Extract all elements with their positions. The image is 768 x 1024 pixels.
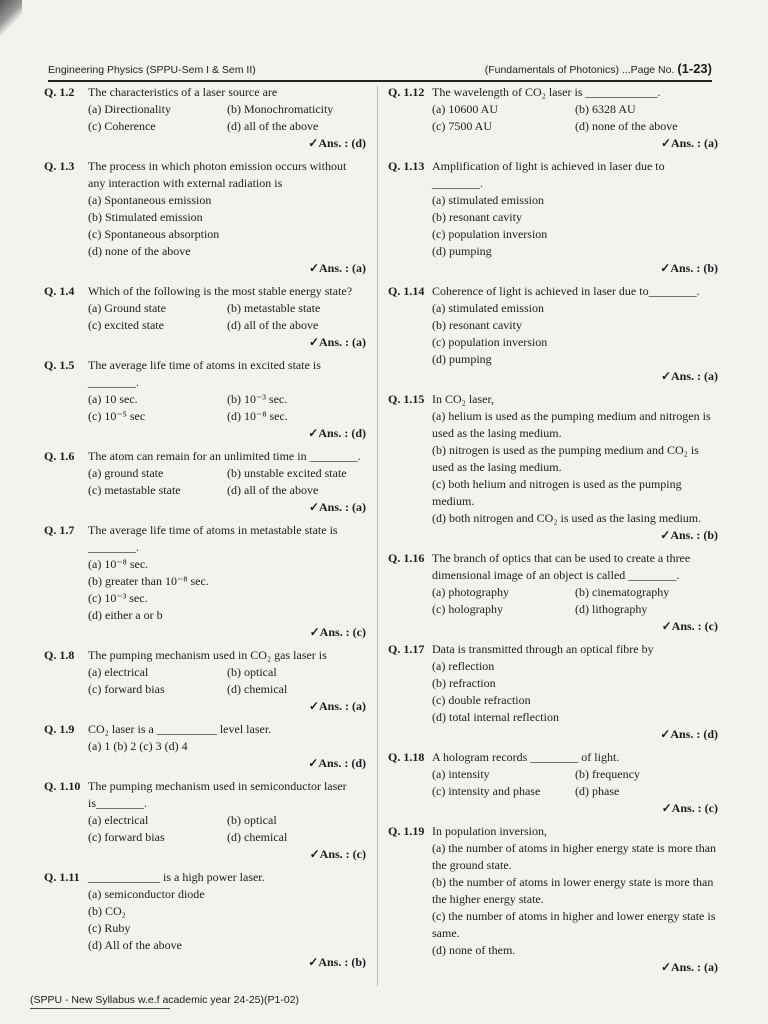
question-stem xyxy=(44,158,366,192)
question-block xyxy=(44,357,366,442)
question-block xyxy=(44,869,366,971)
options-row xyxy=(432,601,718,618)
question-text: CO₂ laser is a __________ level laser. xyxy=(88,722,272,736)
options-list xyxy=(388,408,718,527)
chapter-page-label xyxy=(485,61,712,76)
option-text: (a) Ground state xyxy=(88,301,166,315)
option-text: (d) total internal reflection xyxy=(432,710,559,724)
question-stem xyxy=(44,778,366,812)
option-text: (c) excited state xyxy=(88,318,164,332)
column-divider xyxy=(377,86,378,986)
option-text: (b) the number of atoms in lower energy state is more than the higher energy state. xyxy=(432,875,714,906)
options-row xyxy=(432,584,718,601)
question-block xyxy=(388,749,718,817)
footer-rule xyxy=(30,1008,170,1009)
options-list xyxy=(388,658,718,726)
page-footer: (SPPU - New Syllabus w.e.f academic year 24-25)(P1-02) xyxy=(30,994,300,1006)
answer-label: ✓Ans. : (b) xyxy=(308,955,366,969)
option-text: (c) 10⁻⁵ sec xyxy=(88,409,146,423)
options-list xyxy=(44,391,366,425)
option-text: (d) all of the above xyxy=(227,318,319,332)
question-stem xyxy=(388,84,718,101)
question-text: The average life time of atoms in excited state is ________. xyxy=(88,358,321,389)
option-text: (c) population inversion xyxy=(432,335,548,349)
option-text: (d) all of the above xyxy=(227,119,319,133)
question-number: Q. 1.9 xyxy=(44,722,75,736)
question-text: The wavelength of CO₂ laser is ____________. xyxy=(432,85,661,99)
answer-label: ✓Ans. : (b) xyxy=(660,261,718,275)
options-row xyxy=(88,317,366,334)
question-block xyxy=(388,550,718,635)
options-row xyxy=(88,681,366,698)
question-number: Q. 1.2 xyxy=(44,85,75,99)
question-number: Q. 1.8 xyxy=(44,648,75,662)
options-row xyxy=(432,783,718,800)
answer-label: ✓Ans. : (a) xyxy=(308,500,366,514)
option-text: (b) CO₂ xyxy=(88,904,126,918)
right-column xyxy=(388,84,718,982)
question-text: Amplification of light is achieved in laser due to ________. xyxy=(432,159,665,190)
question-stem xyxy=(44,522,366,556)
option-text: (c) Spontaneous absorption xyxy=(88,227,220,241)
options-list xyxy=(44,101,366,135)
options-row xyxy=(88,812,366,829)
question-text: Which of the following is the most stable energy state? xyxy=(88,284,353,298)
question-number: Q. 1.11 xyxy=(44,870,80,884)
page-header xyxy=(48,58,712,82)
option-text: (b) 10⁻³ sec. xyxy=(227,392,288,406)
option-text: (c) forward bias xyxy=(88,682,165,696)
option-text: (d) chemical xyxy=(227,830,288,844)
options-list xyxy=(388,584,718,618)
option-text: (b) optical xyxy=(227,665,277,679)
options-list xyxy=(44,556,366,624)
option-text: (d) pumping xyxy=(432,244,492,258)
options-row xyxy=(88,391,366,408)
options-list xyxy=(44,192,366,260)
question-stem xyxy=(44,448,366,465)
question-number: Q. 1.10 xyxy=(44,779,81,793)
question-stem xyxy=(388,641,718,658)
question-block xyxy=(388,391,718,544)
question-number: Q. 1.16 xyxy=(388,551,425,565)
option-text: (c) metastable state xyxy=(88,483,181,497)
option-text: (d) none of the above xyxy=(575,119,678,133)
question-stem xyxy=(44,721,366,738)
question-text: The process in which photon emission occurs without any interaction with external radiation is xyxy=(88,159,347,190)
answer-label: ✓Ans. : (d) xyxy=(660,727,718,741)
option-text: (d) none of them. xyxy=(432,943,516,957)
option-text: (d) pumping xyxy=(432,352,492,366)
question-block xyxy=(44,778,366,863)
option-text: (b) Stimulated emission xyxy=(88,210,203,224)
question-number: Q. 1.5 xyxy=(44,358,75,372)
options-list xyxy=(44,886,366,954)
question-block xyxy=(388,283,718,385)
options-row xyxy=(88,118,366,135)
options-row xyxy=(88,408,366,425)
answer-label: ✓Ans. : (c) xyxy=(309,847,366,861)
answer-label: ✓Ans. : (a) xyxy=(660,136,718,150)
question-number: Q. 1.18 xyxy=(388,750,425,764)
question-block xyxy=(388,641,718,743)
question-stem xyxy=(44,869,366,886)
question-text: The characteristics of a laser source are xyxy=(88,85,278,99)
options-row xyxy=(432,101,718,118)
page-number: (1-23) xyxy=(677,61,712,76)
option-text: (a) helium is used as the pumping medium and nitrogen is used as the lasing medium. xyxy=(432,409,711,440)
left-column xyxy=(44,84,366,977)
options-row xyxy=(88,465,366,482)
options-list xyxy=(388,300,718,368)
options-row xyxy=(88,300,366,317)
options-row xyxy=(88,664,366,681)
question-block xyxy=(44,721,366,772)
option-text: (c) Coherence xyxy=(88,119,156,133)
chapter-name: (Fundamentals of Photonics) ...Page No. xyxy=(484,64,675,76)
answer-label: ✓Ans. : (c) xyxy=(309,625,366,639)
answer-label: ✓Ans. : (a) xyxy=(660,369,718,383)
option-text: (d) phase xyxy=(575,784,620,798)
page-corner-shadow xyxy=(0,0,22,40)
option-text: (c) 10⁻³ sec. xyxy=(88,591,148,605)
question-stem xyxy=(44,283,366,300)
options-row xyxy=(88,829,366,846)
question-stem xyxy=(388,158,718,192)
options-list xyxy=(388,766,718,800)
option-text: (c) double refraction xyxy=(432,693,531,707)
options-list xyxy=(44,300,366,334)
option-text: (a) Directionality xyxy=(88,102,171,116)
option-text: (b) greater than 10⁻⁸ sec. xyxy=(88,574,209,588)
option-text: (c) 7500 AU xyxy=(432,119,492,133)
answer-label: ✓Ans. : (d) xyxy=(308,136,366,150)
options-list xyxy=(388,192,718,260)
options-list xyxy=(388,101,718,135)
option-text: (b) frequency xyxy=(575,767,640,781)
question-text: Coherence of light is achieved in laser due to________. xyxy=(432,284,700,298)
option-text: (a) intensity xyxy=(432,767,490,781)
option-text: (c) the number of atoms in higher and lower energy state is same. xyxy=(432,909,716,940)
question-text: Data is transmitted through an optical fibre by xyxy=(432,642,654,656)
question-block xyxy=(44,647,366,715)
question-text: The pumping mechanism used in semiconductor laser is________. xyxy=(88,779,347,810)
book-title: Engineering Physics (SPPU-Sem I & Sem II) xyxy=(48,64,256,76)
option-text: (c) intensity and phase xyxy=(432,784,541,798)
option-text: (c) both helium and nitrogen is used as the pumping medium. xyxy=(432,477,682,508)
question-number: Q. 1.14 xyxy=(388,284,425,298)
options-list xyxy=(388,840,718,959)
question-block xyxy=(44,158,366,277)
question-number: Q. 1.17 xyxy=(388,642,425,656)
options-row xyxy=(432,118,718,135)
option-text: (b) nitrogen is used as the pumping medium and CO₂ is used as the lasing medium. xyxy=(432,443,699,474)
question-number: Q. 1.12 xyxy=(388,85,425,99)
question-text: The average life time of atoms in metastable state is ________. xyxy=(88,523,338,554)
question-stem xyxy=(388,283,718,300)
answer-label: ✓Ans. : (a) xyxy=(308,699,366,713)
option-text: (c) holography xyxy=(432,602,503,616)
question-block xyxy=(388,823,718,976)
question-stem xyxy=(44,357,366,391)
option-text: (c) forward bias xyxy=(88,830,165,844)
question-number: Q. 1.19 xyxy=(388,824,425,838)
question-text: In population inversion, xyxy=(432,824,547,838)
options-list xyxy=(44,465,366,499)
option-text: (b) optical xyxy=(227,813,277,827)
option-text: (c) population inversion xyxy=(432,227,548,241)
option-text: (a) stimulated emission xyxy=(432,193,544,207)
question-text: The branch of optics that can be used to create a three dimensional image of an object is called ________. xyxy=(432,551,691,582)
question-block xyxy=(44,84,366,152)
option-text: (a) reflection xyxy=(432,659,495,673)
question-number: Q. 1.7 xyxy=(44,523,75,537)
option-text: (a) stimulated emission xyxy=(432,301,544,315)
option-text: (a) ground state xyxy=(88,466,164,480)
question-stem xyxy=(388,749,718,766)
answer-label: ✓Ans. : (d) xyxy=(308,756,366,770)
option-text: (a) 1 (b) 2 (c) 3 (d) 4 xyxy=(88,739,188,753)
option-text: (a) Spontaneous emission xyxy=(88,193,212,207)
option-text: (b) metastable state xyxy=(227,301,321,315)
option-text: (b) resonant cavity xyxy=(432,210,522,224)
question-number: Q. 1.3 xyxy=(44,159,75,173)
question-number: Q. 1.13 xyxy=(388,159,425,173)
answer-label: ✓Ans. : (b) xyxy=(660,528,718,542)
question-text: In CO₂ laser, xyxy=(432,392,495,406)
question-stem xyxy=(44,647,366,664)
option-text: (d) none of the above xyxy=(88,244,191,258)
option-text: (a) 10 sec. xyxy=(88,392,138,406)
option-text: (a) 10600 AU xyxy=(432,102,498,116)
answer-label: ✓Ans. : (a) xyxy=(660,960,718,974)
option-text: (b) resonant cavity xyxy=(432,318,522,332)
option-text: (a) semiconductor diode xyxy=(88,887,205,901)
option-text: (a) 10⁻⁸ sec. xyxy=(88,557,149,571)
option-text: (a) electrical xyxy=(88,665,149,679)
answer-label: ✓Ans. : (c) xyxy=(661,619,718,633)
option-text: (d) 10⁻⁸ sec. xyxy=(227,409,288,423)
options-list xyxy=(44,812,366,846)
answer-label: ✓Ans. : (c) xyxy=(661,801,718,815)
question-number: Q. 1.15 xyxy=(388,392,425,406)
answer-label: ✓Ans. : (d) xyxy=(308,426,366,440)
options-list xyxy=(44,664,366,698)
option-text: (a) the number of atoms in higher energy state is more than the ground state. xyxy=(432,841,717,872)
question-stem xyxy=(388,823,718,840)
answer-label: ✓Ans. : (a) xyxy=(308,335,366,349)
question-text: The atom can remain for an unlimited time in ________. xyxy=(88,449,361,463)
option-text: (b) Monochromaticity xyxy=(227,102,334,116)
question-block xyxy=(44,283,366,351)
options-row xyxy=(88,101,366,118)
option-text: (d) lithography xyxy=(575,602,648,616)
options-row xyxy=(88,482,366,499)
question-text: The pumping mechanism used in CO₂ gas laser is xyxy=(88,648,327,662)
option-text: (a) electrical xyxy=(88,813,149,827)
option-text: (b) refraction xyxy=(432,676,496,690)
options-list xyxy=(44,738,366,755)
option-text: (a) photography xyxy=(432,585,509,599)
question-stem xyxy=(44,84,366,101)
question-text: A hologram records ________ of light. xyxy=(432,750,620,764)
option-text: (d) chemical xyxy=(227,682,288,696)
question-block xyxy=(44,448,366,516)
answer-label: ✓Ans. : (a) xyxy=(308,261,366,275)
question-stem xyxy=(388,391,718,408)
options-row xyxy=(432,766,718,783)
option-text: (d) All of the above xyxy=(88,938,182,952)
option-text: (d) both nitrogen and CO₂ is used as the lasing medium. xyxy=(432,511,702,525)
option-text: (d) either a or b xyxy=(88,608,163,622)
option-text: (d) all of the above xyxy=(227,483,319,497)
question-number: Q. 1.6 xyxy=(44,449,75,463)
option-text: (b) unstable excited state xyxy=(227,466,347,480)
question-text: ____________ is a high power laser. xyxy=(88,870,265,884)
option-text: (c) Ruby xyxy=(88,921,131,935)
question-number: Q. 1.4 xyxy=(44,284,75,298)
question-block xyxy=(44,522,366,641)
question-block xyxy=(388,84,718,152)
option-text: (b) cinematography xyxy=(575,585,670,599)
question-stem xyxy=(388,550,718,584)
option-text: (b) 6328 AU xyxy=(575,102,636,116)
question-block xyxy=(388,158,718,277)
